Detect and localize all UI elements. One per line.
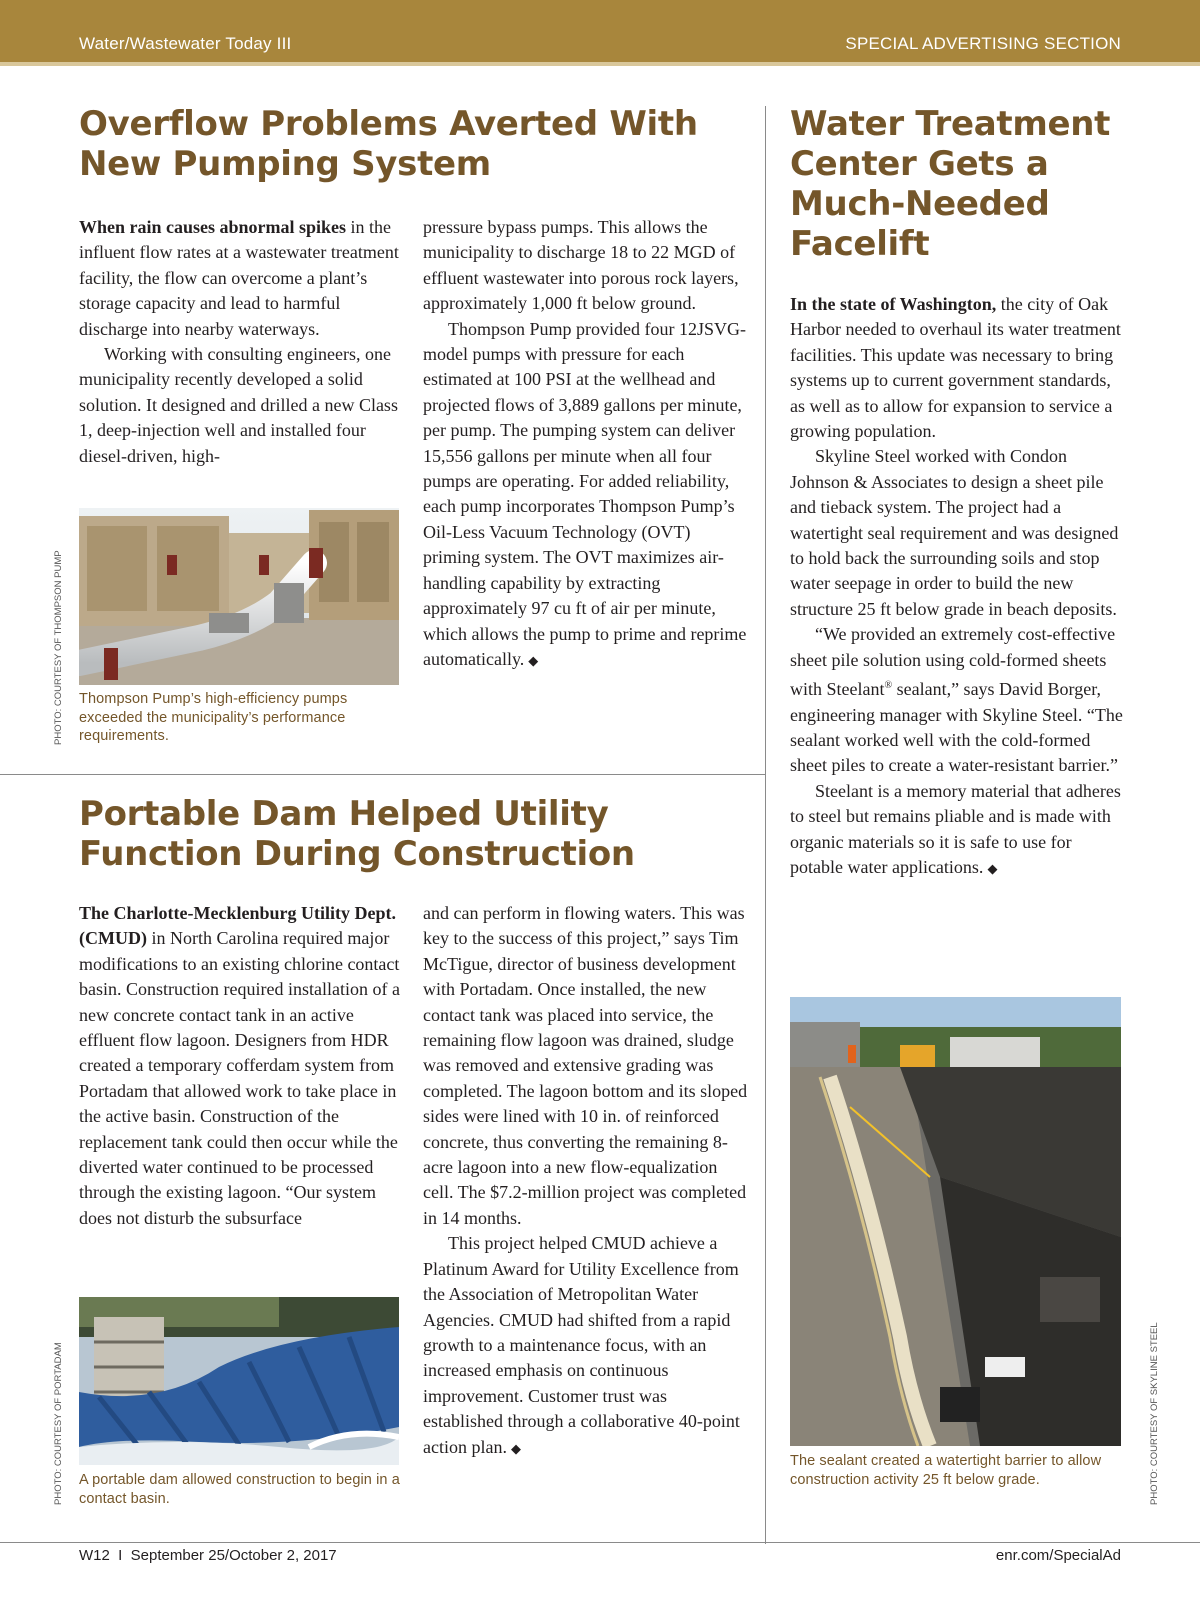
article3-paragraph-4: Steelant is a memory material that adheres to steel but remains pliable and is made with organic materials so it is safe to use for potable water applications. ◆	[790, 780, 1121, 877]
article1-paragraph-4: Thompson Pump provided four 12JSVG-model pumps with pressure for each estimated at 100 PSI at the wellhead and projected flows of 3,889 gallons per minute, per pump. The pumping system can deliver 15,556 gallons per minute when all four pumps are operating. For added reliability, each pump incorporates Thompson Pump’s Oil-Less Vacuum Technology (OVT) priming system. The OVT maximizes air-handling capability by extracting approximately 97 cu ft of air per minute, which allows the pump to prime and reprime automatically. ◆	[423, 318, 747, 669]
page-header	[0, 0, 1200, 66]
article3-photo-credit: PHOTO: COURTESY OF SKYLINE STEEL	[1149, 1322, 1160, 1505]
article1-paragraph-2: Working with consulting engineers, one municipality recently developed a solid solution. It designed and drilled a new Class 1, deep-injection well and installed four diesel-driven, high-	[79, 344, 398, 466]
article1-caption: Thompson Pump’s high-efficiency pumps exceeded the municipality’s performance requirements.	[79, 691, 348, 744]
article3-paragraph-2: Skyline Steel worked with Condon Johnson & Associates to design a sheet pile and tieback system. The project had a watertight seal requirement and was designed to hold back the surrounding soils and stop water seepage in order to build the new structure 25 ft below grade in beach deposits.	[790, 446, 1119, 619]
section-label: SPECIAL ADVERTISING SECTION	[845, 34, 1121, 53]
article2-paragraph-3: This project helped CMUD achieve a Platinum Award for Utility Excellence from the Association of Metropolitan Water Agencies. CMUD had shifted from a rapid growth to a maintenance focus, with an increased emphasis on continuous improvement. Customer trust was established through a collaborative 40-point action plan. ◆	[423, 1233, 740, 1457]
publication-title: Water/Wastewater Today III	[79, 34, 292, 53]
article1-paragraph-3: pressure bypass pumps. This allows the municipality to discharge 18 to 22 MGD of effluent wastewater into porous rock layers, approximately 1,000 ft below ground.	[423, 217, 739, 314]
registered-mark: ®	[884, 680, 893, 692]
column-divider	[765, 106, 766, 1544]
article2-photo-credit: PHOTO: COURTESY OF PORTADAM	[53, 1342, 64, 1505]
article3-headline: Water Treatment Center Gets a Much-Needed Facelift	[790, 104, 1111, 264]
end-mark-icon: ◆	[510, 1440, 521, 1456]
portable-dam-photo	[79, 1297, 399, 1465]
article1-column-2	[423, 215, 748, 673]
article1-lead: When rain causes abnormal spikes	[79, 217, 347, 237]
footer-issue-info: W12 I September 25/October 2, 2017	[79, 1547, 337, 1564]
pump-photo	[79, 508, 399, 685]
footer-website-link[interactable]: enr.com/SpecialAd	[995, 1547, 1121, 1564]
article2-column-1	[79, 901, 404, 1231]
article1-headline: Overflow Problems Averted With New Pumping System	[79, 104, 698, 184]
sheet-pile-photo	[790, 997, 1121, 1446]
article2-paragraph-1: The Charlotte-Mecklenburg Utility Dept. (CMUD) in North Carolina required major modifications to an existing chlorine contact basin. Construction required installation of a new concrete contact tank in an active effluent flow lagoon. Designers from HDR created a temporary cofferdam system from Portadam that allowed work to take place in the active basin. Construction of the replacement tank could then occur while the diverted water continued to be processed through the existing lagoon. “Our system does not disturb the subsurface	[79, 903, 400, 1228]
article1-photo-credit: PHOTO: COURTESY OF THOMPSON PUMP	[53, 550, 64, 745]
article-divider	[0, 774, 766, 775]
article2-column-2	[423, 901, 748, 1461]
article2-paragraph-2: and can perform in flowing waters. This was key to the success of this project,” says Tim McTigue, director of business development with Portadam. Once installed, the new contact tank was placed into service, the remaining flow lagoon was drained, sludge was removed and extensive grading was completed. The lagoon bottom and its sloped sides were lined with 10 in. of reinforced concrete, thus converting the remaining 8-acre lagoon into a new flow-equalization cell. The $7.2-million project was completed in 14 months.	[423, 903, 748, 1228]
end-mark-icon: ◆	[528, 652, 539, 668]
article2-headline: Portable Dam Helped Utility Function During Construction	[79, 794, 635, 874]
footer-divider	[0, 1542, 1200, 1543]
article1-paragraph-1: When rain causes abnormal spikes in the influent flow rates at a wastewater treatment facility, the flow can overcome a plant’s storage capacity and lead to harmful discharge into nearby waterways.	[79, 217, 399, 339]
article2-lead: The Charlotte-Mecklenburg Utility Dept. (CMUD)	[79, 903, 396, 949]
article3-caption: The sealant created a watertight barrier to allow construction activity 25 ft below grade.	[790, 1453, 1102, 1488]
article3-paragraph-3: “We provided an extremely cost-effective sheet pile solution using cold-formed sheets with Steelant® sealant,” says David Borger, engineering manager with Skyline Steel. “The sealant worked well with the cold-formed sheet piles to create a water-resistant barrier.”	[790, 624, 1123, 776]
article3-paragraph-1: In the state of Washington, the city of Oak Harbor needed to overhaul its water treatment facilities. This update was necessary to bring systems up to current government standards, as well as to allow for expansion to service a growing population.	[790, 294, 1121, 442]
article3-lead: In the state of Washington,	[790, 294, 997, 314]
article3-column	[790, 292, 1125, 881]
article2-caption: A portable dam allowed construction to begin in a contact basin.	[79, 1472, 400, 1507]
end-mark-icon: ◆	[987, 860, 998, 876]
article1-column-1	[79, 215, 404, 469]
